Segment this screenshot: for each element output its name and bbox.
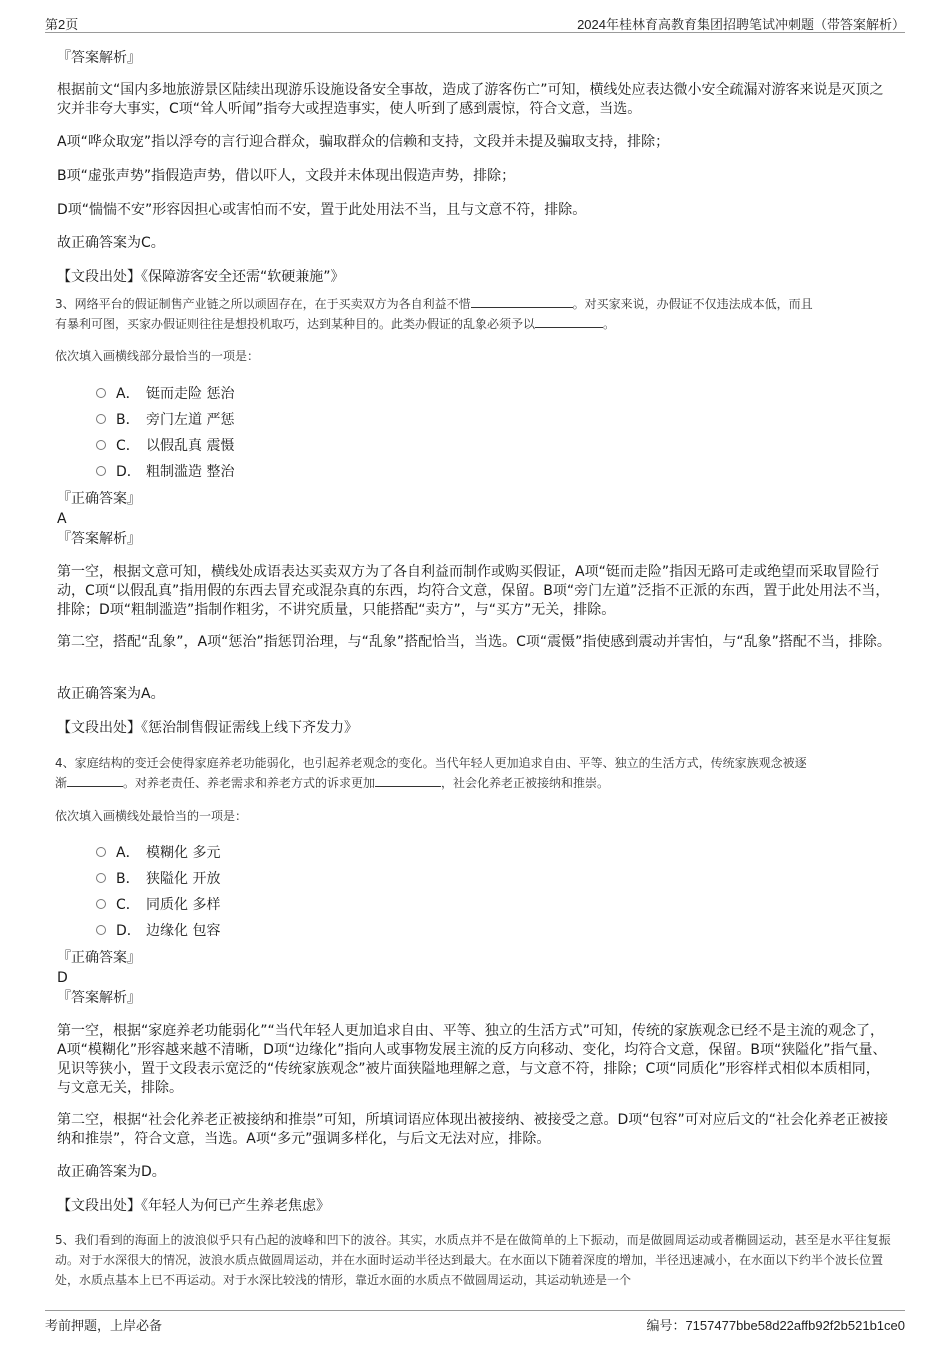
q2-analysis-option-a: A项“哗众取宠”指以浮夸的言行迎合群众，骗取群众的信赖和支持，文段并未提及骗取支持，排除；	[57, 134, 670, 150]
q3-analysis-label: 『答案解析』	[57, 531, 141, 547]
radio-button-icon[interactable]	[96, 414, 106, 424]
q4-stem-text: 4、家庭结构的变迁会使得家庭养老功能弱化，也引起养老观念的变化。当代年轻人更加追求自由、平等、独立的生活方式，传统家族观念被逐	[55, 756, 807, 770]
option-text: 粗制滥造 整治	[146, 464, 235, 480]
q3-option-c[interactable]	[96, 436, 234, 456]
q3-stem	[55, 294, 895, 334]
q3-stem-text: 有暴利可图，买家办假证则往往是想投机取巧，达到某种目的。此类办假证的乱象必须予以	[55, 317, 536, 331]
q3-option-a[interactable]	[96, 384, 234, 404]
option-letter: A．	[116, 386, 140, 402]
q4-option-b[interactable]	[96, 869, 220, 889]
q4-option-d[interactable]	[96, 921, 220, 941]
option-letter: C．	[116, 438, 140, 454]
q3-conclusion: 故正确答案为A。	[57, 686, 165, 702]
q3-stem-text: 3、网络平台的假证制售产业链之所以顽固存在，在于买卖双方为各自利益不惜	[55, 297, 471, 311]
q4-source: 【文段出处】《年轻人为何已产生养老焦虑》	[57, 1198, 330, 1214]
q4-option-a[interactable]	[96, 843, 220, 863]
q3-analysis-p2: 第二空，搭配“乱象”，A项“惩治”指惩罚治理，与“乱象”搭配恰当，当选。C项“震慑”指使感到震动并害怕，与“乱象”搭配不当，排除。	[57, 634, 891, 650]
q2-source: 【文段出处】《保障游客安全还需“软硬兼施”》	[57, 269, 345, 285]
q3-stem-text: 。	[603, 317, 616, 331]
q3-blank-2	[535, 315, 603, 328]
option-text: 狭隘化 开放	[146, 871, 221, 887]
q3-option-d[interactable]	[96, 462, 234, 482]
q2-analysis-option-b: B项“虚张声势”指假造声势，借以吓人，文段并未体现出假造声势，排除；	[57, 168, 516, 184]
q4-stem-text: 。对养老责任、养老需求和养老方式的诉求更加	[123, 776, 376, 790]
option-text: 以假乱真 震慑	[146, 438, 235, 454]
option-letter: D．	[116, 464, 141, 480]
q4-blank-2	[375, 774, 441, 787]
option-letter: B．	[116, 871, 140, 887]
q2-analysis-label: 『答案解析』	[57, 50, 141, 66]
q4-stem-text: ，社会化养老正被接纳和推崇。	[441, 776, 610, 790]
q3-source: 【文段出处】《惩治制售假证需线上线下齐发力》	[57, 720, 358, 736]
footer-slogan: 考前押题，上岸必备	[45, 1318, 163, 1333]
q4-stem-text: 渐	[55, 776, 68, 790]
page-header	[45, 10, 905, 33]
document-title: 2024年桂林育高教育集团招聘笔试冲刺题（带答案解析）	[577, 17, 905, 32]
radio-button-icon[interactable]	[96, 873, 106, 883]
q4-conclusion: 故正确答案为D。	[57, 1164, 166, 1180]
radio-button-icon[interactable]	[96, 466, 106, 476]
option-text: 边缘化 包容	[146, 923, 221, 939]
option-text: 模糊化 多元	[146, 845, 221, 861]
radio-button-icon[interactable]	[96, 440, 106, 450]
document-id: 编号：7157477bbe58d22affb92f2b521b1ce0	[646, 1318, 905, 1333]
q4-option-c[interactable]	[96, 895, 220, 915]
q3-stem-text: 。对买家来说，办假证不仅违法成本低，而且	[572, 297, 813, 311]
option-text: 铤而走险 惩治	[146, 386, 235, 402]
q4-correct-label: 『正确答案』	[57, 950, 141, 966]
option-text: 同质化 多样	[146, 897, 221, 913]
q4-blank-1	[67, 774, 123, 787]
q4-analysis-p1: 第一空，根据“家庭养老功能弱化”“当代年轻人更加追求自由、平等、独立的生活方式”可知，传统的家族观念已经不是主流的观念了，A项“模糊化”形容越来越不清晰，D项“边缘化”指向人或事物发展主流的反方向移动、变化，均符合文意，保留。B项“狭隘化”指气量、见识等狭小，置于文段表示宽泛的“传统家族观念”被片面狭隘地理解之意，与文意不符，排除；C项“同质化”形容样式相似本质相同，与文意无关，排除。	[57, 1023, 887, 1096]
radio-button-icon[interactable]	[96, 847, 106, 857]
q2-conclusion: 故正确答案为C。	[57, 235, 165, 251]
q4-analysis-p2: 第二空，根据“社会化养老正被接纳和推崇”可知，所填词语应体现出被接纳、被接受之意。D项“包容”可对应后文的“社会化养老正被接纳和推崇”，符合文意，当选。A项“多元”强调多样化，与后文无法对应，排除。	[57, 1112, 889, 1147]
q2-analysis-p1: 根据前文“国内多地旅游景区陆续出现游乐设施设备安全事故，造成了游客伤亡”可知，横线处应表达微小安全疏漏对游客来说是灭顶之灾并非夸大事实，C项“耸人听闻”指夸大或捏造事实，使人听到了感到震惊，符合文意，当选。	[57, 82, 884, 117]
q4-prompt: 依次填入画横线处最恰当的一项是：	[55, 809, 248, 823]
option-letter: C．	[116, 897, 140, 913]
q3-correct-answer: A	[57, 511, 67, 527]
q2-analysis-option-d: D项“惴惴不安”形容因担心或害怕而不安，置于此处用法不当，且与文意不符，排除。	[57, 202, 587, 218]
q3-prompt: 依次填入画横线部分最恰当的一项是：	[55, 349, 260, 363]
q3-correct-label: 『正确答案』	[57, 491, 141, 507]
radio-button-icon[interactable]	[96, 388, 106, 398]
q3-blank-1	[471, 295, 573, 308]
q3-option-b[interactable]	[96, 410, 234, 430]
option-text: 旁门左道 严惩	[146, 412, 235, 428]
option-letter: A．	[116, 845, 140, 861]
page-footer	[45, 1310, 905, 1333]
option-letter: B．	[116, 412, 140, 428]
page-number: 第2页	[45, 17, 79, 32]
q4-stem	[55, 753, 895, 793]
q3-analysis-p1: 第一空，根据文意可知，横线处成语表达买卖双方为了各自利益而制作或购买假证，A项“铤而走险”指因无路可走或绝望而采取冒险行动，C项“以假乱真”指用假的东西去冒充或混杂真的东西，均符合文意，保留。B项“旁门左道”泛指不正派的东西，置于此处用法不当，排除；D项“粗制滥造”指制作粗劣，不讲究质量，只能搭配“卖方”，与“买方”无关，排除。	[57, 564, 890, 618]
q4-correct-answer: D	[57, 970, 68, 986]
q5-stem: 5、我们看到的海面上的波浪似乎只有凸起的波峰和凹下的波谷。其实，水质点并不是在做简单的上下振动，而是做圆周运动或者椭圆运动，甚至是水平往复振动。对于水深很大的情况，波浪水质点做圆周运动，并在水面时运动半径达到最大。在水面以下随着深度的增加，半径迅速减小，在水面以下约半个波长位置处，水质点基本上已不再运动。对于水深比较浅的情形，靠近水面的水质点不做圆周运动，其运动轨迹是一个	[55, 1233, 891, 1287]
option-letter: D．	[116, 923, 141, 939]
radio-button-icon[interactable]	[96, 899, 106, 909]
radio-button-icon[interactable]	[96, 925, 106, 935]
q4-analysis-label: 『答案解析』	[57, 990, 141, 1006]
